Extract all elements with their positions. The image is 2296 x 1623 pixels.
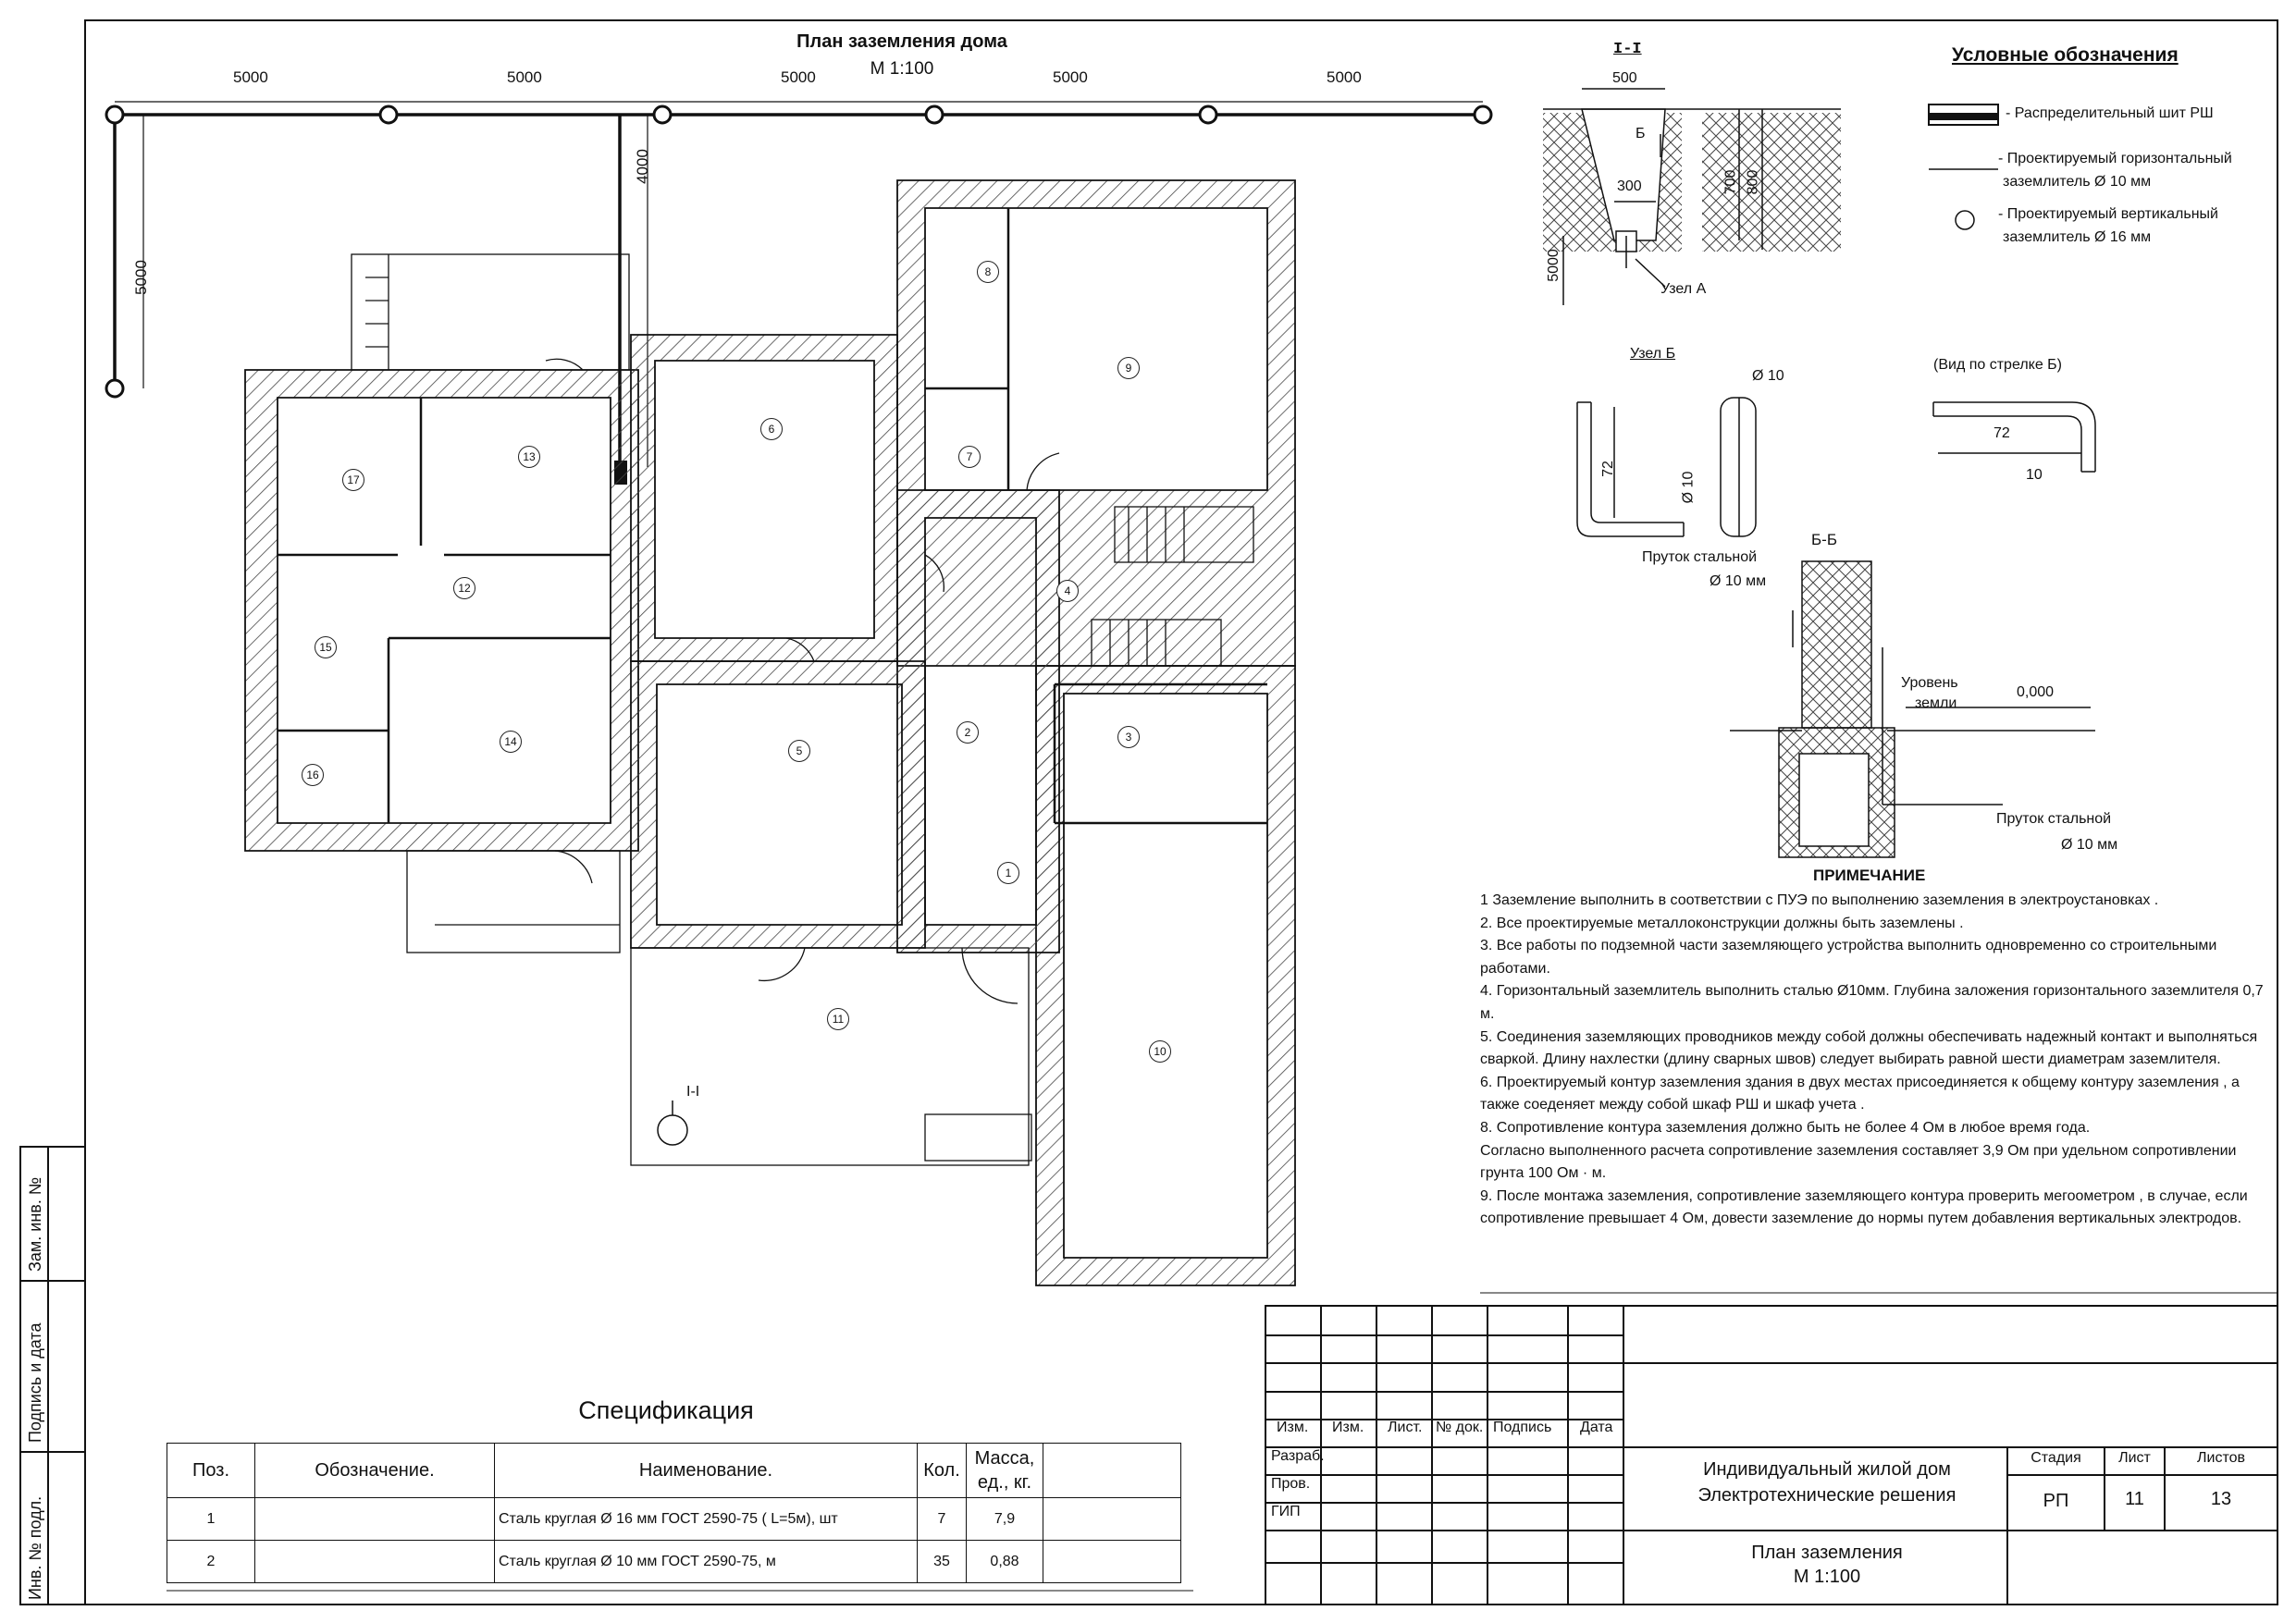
view-b-title: (Вид по стрелке Б) bbox=[1933, 357, 2063, 373]
room-3: 3 bbox=[1117, 726, 1140, 748]
room-9: 9 bbox=[1117, 357, 1140, 379]
sheets-value: 13 bbox=[2210, 1489, 2232, 1509]
sheet-frame bbox=[85, 20, 2277, 1605]
electrode bbox=[1475, 106, 1491, 123]
spec-cell-extra bbox=[1043, 1541, 1181, 1583]
spec-cell-mass: 0,88 bbox=[967, 1541, 1043, 1583]
dim-top-5: 5000 bbox=[1327, 68, 1362, 86]
spec-cell-name: Сталь круглая Ø 16 мм ГОСТ 2590-75 ( L=5м), шт bbox=[495, 1498, 918, 1541]
section-depth-a: 700 bbox=[1722, 169, 1739, 195]
node-b-rod-label-2: Ø 10 мм bbox=[1710, 573, 1767, 589]
note-line: 6. Проектируемый контур заземления здания в двух местах присоединяется к общему контуру заземления , а также соеденяет между собой шкаф РШ и шкаф учета . bbox=[1480, 1074, 2240, 1113]
spec-col-designation: Обозначение. bbox=[255, 1444, 495, 1498]
note-line: Согласно выполненного расчета сопротивление заземления составляет 3,9 Ом при удельном сопротивлении грунта 100 Ом · м. bbox=[1480, 1142, 2237, 1182]
stamp-row-chief: ГИП bbox=[1271, 1504, 1301, 1519]
electrode bbox=[1200, 106, 1216, 123]
stage-label: Стадия bbox=[2031, 1450, 2081, 1466]
node-b-title: Узел Б bbox=[1630, 346, 1676, 362]
room-17: 17 bbox=[342, 469, 364, 491]
legend-item-horizontal-2: заземлитель Ø 10 мм bbox=[2003, 174, 2152, 190]
table-row bbox=[167, 1498, 1181, 1541]
node-b-dia-b: Ø 10 bbox=[1680, 471, 1697, 504]
electrode bbox=[654, 106, 671, 123]
notes-title: ПРИМЕЧАНИЕ bbox=[1813, 867, 1926, 884]
note-line: 9. После монтажа заземления, сопротивление заземляющего контура проверить мегоометром , в случае, если сопротивление превышает 4 Ом, довести заземление до нормы путем добавления вертикальных электродов. bbox=[1480, 1187, 2248, 1227]
dim-left: 5000 bbox=[131, 260, 150, 295]
table-row bbox=[167, 1541, 1181, 1583]
node-a-label: Узел А bbox=[1660, 281, 1707, 297]
side-label-inventory: Инв. № подл. bbox=[26, 1495, 44, 1600]
legend-electrode-circle bbox=[1956, 211, 1974, 229]
plan-title: План заземления дома bbox=[796, 31, 1007, 52]
stamp-col-signature: Подпись bbox=[1493, 1420, 1552, 1435]
ground-label-1: Уровень bbox=[1901, 675, 1958, 691]
view-b-dim-10: 10 bbox=[2026, 467, 2043, 483]
spec-header-row bbox=[167, 1444, 1181, 1498]
sheet-value: 11 bbox=[2125, 1489, 2144, 1509]
spec-col-extra bbox=[1043, 1444, 1181, 1498]
room-15: 15 bbox=[315, 636, 337, 658]
spec-col-qty: Кол. bbox=[918, 1444, 967, 1498]
note-line: 2. Все проектируемые металлоконструкции должны быть заземлены . bbox=[1480, 915, 1964, 931]
legend-item-board: - Распределительный шит РШ bbox=[2006, 105, 2214, 121]
room-11: 11 bbox=[827, 1008, 849, 1030]
dim-top-3: 5000 bbox=[781, 68, 816, 86]
room-2: 2 bbox=[957, 721, 979, 744]
legend-item-horizontal: - Проектируемый горизонтальный bbox=[1998, 151, 2232, 166]
section-bb-title: Б-Б bbox=[1811, 531, 1837, 548]
ground-label-2: земли bbox=[1915, 695, 1957, 711]
stamp-col-change: Изм. bbox=[1277, 1420, 1309, 1435]
section-bottom-width: 300 bbox=[1617, 178, 1642, 194]
room-7: 7 bbox=[958, 446, 981, 468]
stamp-col-date: Дата bbox=[1580, 1420, 1613, 1435]
stamp-row-developer: Разраб. bbox=[1271, 1448, 1325, 1464]
stamp-col-sheet: Лист. bbox=[1388, 1420, 1423, 1435]
dim-branch: 4000 bbox=[633, 149, 651, 184]
spec-cell-qty: 7 bbox=[918, 1498, 967, 1541]
room-6: 6 bbox=[760, 418, 783, 440]
legend-item-vertical: - Проектируемый вертикальный bbox=[1998, 206, 2218, 222]
room-4: 4 bbox=[1056, 580, 1079, 602]
section-top-width: 500 bbox=[1612, 70, 1637, 86]
spec-col-name: Наименование. bbox=[495, 1444, 918, 1498]
spec-cell-pos: 2 bbox=[167, 1541, 255, 1583]
stamp-col-change-2: Изм. bbox=[1332, 1420, 1364, 1435]
room-5: 5 bbox=[788, 740, 810, 762]
spec-cell-name: Сталь круглая Ø 10 мм ГОСТ 2590-75, м bbox=[495, 1541, 918, 1583]
section-i-i bbox=[1543, 89, 1841, 305]
legend-title: Условные обозначения bbox=[1952, 44, 2179, 66]
electrode bbox=[106, 106, 123, 123]
section-depth-b: 800 bbox=[1745, 169, 1761, 195]
spec-col-pos: Поз. bbox=[167, 1444, 255, 1498]
room-16: 16 bbox=[302, 764, 324, 786]
dim-top-2: 5000 bbox=[507, 68, 542, 86]
legend-item-vertical-2: заземлитель Ø 16 мм bbox=[2003, 229, 2152, 245]
notes-list bbox=[1480, 890, 2276, 1231]
sheets-label: Листов bbox=[2197, 1450, 2245, 1466]
dim-top-1: 5000 bbox=[233, 68, 268, 86]
section-i-i-title: I-I bbox=[1613, 41, 1642, 58]
node-b-rod-label-1: Пруток стальной bbox=[1642, 549, 1758, 565]
note-line: 3. Все работы по подземной части заземляющего устройства выполнить одновременно со строительными работами. bbox=[1480, 938, 2217, 977]
ground-level: 0,000 bbox=[2017, 684, 2055, 700]
room-14: 14 bbox=[500, 731, 522, 753]
room-8: 8 bbox=[977, 261, 999, 283]
plan-scale: М 1:100 bbox=[870, 59, 934, 79]
electrode bbox=[380, 106, 397, 123]
note-line: 5. Соединения заземляющих проводников между собой должны обеспечивать надежный контакт и выполняться сваркой. Длину нахлестки (длину сварных швов) следует выбирать равной шести диаметрам заземлителя. bbox=[1480, 1028, 2258, 1068]
electrode bbox=[926, 106, 943, 123]
note-line: 1 Заземление выполнить в соответствии с ПУЭ по выполнению заземления в электроустановках . bbox=[1480, 892, 2159, 908]
spec-cell-extra bbox=[1043, 1498, 1181, 1541]
side-label-signature: Подпись и дата bbox=[26, 1322, 44, 1443]
electrode bbox=[106, 380, 123, 397]
view-by-arrow-b bbox=[1933, 402, 2095, 472]
section-pit-marker bbox=[658, 1115, 687, 1145]
bb-rod-label-1: Пруток стальной bbox=[1996, 811, 2112, 827]
spec-col-mass: Масса, ед., кг. bbox=[967, 1444, 1043, 1498]
spec-table bbox=[167, 1443, 1181, 1583]
stage-value: РП bbox=[2043, 1491, 2069, 1511]
spec-cell-designation bbox=[255, 1541, 495, 1583]
side-label-replacement: Зам. инв. № bbox=[26, 1176, 44, 1272]
spec-title: Спецификация bbox=[578, 1396, 754, 1424]
spec-cell-designation bbox=[255, 1498, 495, 1541]
node-b-dim-72: 72 bbox=[1599, 461, 1616, 477]
project-title-1: Индивидуальный жилой дом bbox=[1703, 1459, 1951, 1480]
stamp-col-doc: № док. bbox=[1436, 1420, 1484, 1435]
room-13: 13 bbox=[518, 446, 540, 468]
sheet-label: Лист bbox=[2118, 1450, 2151, 1466]
spec-cell-pos: 1 bbox=[167, 1498, 255, 1541]
room-12: 12 bbox=[453, 577, 475, 599]
spec-cell-mass: 7,9 bbox=[967, 1498, 1043, 1541]
view-b-dim-72: 72 bbox=[1994, 425, 2010, 441]
dim-top-4: 5000 bbox=[1053, 68, 1088, 86]
sheet-title-2: М 1:100 bbox=[1793, 1567, 1861, 1587]
spec-cell-qty: 35 bbox=[918, 1541, 967, 1583]
stamp-row-checker: Пров. bbox=[1271, 1476, 1311, 1492]
note-line: 8. Сопротивление контура заземления должно быть не более 4 Ом в любое время года. bbox=[1480, 1119, 2091, 1136]
section-arrow-label: Б bbox=[1636, 126, 1646, 141]
room-1: 1 bbox=[997, 862, 1019, 884]
section-length: 5000 bbox=[1545, 249, 1562, 282]
sheet-title-1: План заземления bbox=[1751, 1543, 1903, 1563]
note-line: 4. Горизонтальный заземлитель выполнить сталью Ø10мм. Глубина заложения горизонтального заземлителя 0,7 м. bbox=[1480, 983, 2264, 1022]
section-pit-label: I-I bbox=[686, 1084, 700, 1100]
node-b-dia-a: Ø 10 bbox=[1752, 368, 1784, 384]
bb-rod-label-2: Ø 10 мм bbox=[2061, 837, 2118, 853]
project-title-2: Электротехнические решения bbox=[1697, 1485, 1957, 1506]
room-10: 10 bbox=[1149, 1040, 1171, 1063]
